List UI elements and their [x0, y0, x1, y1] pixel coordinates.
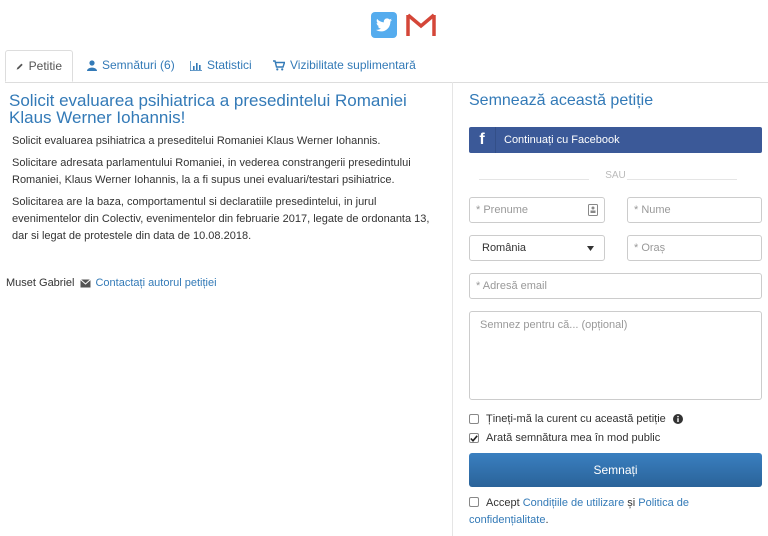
facebook-icon: f [469, 127, 496, 153]
keep-updated-row [469, 413, 683, 425]
info-icon[interactable] [673, 414, 683, 424]
contact-author-label: Contactați autorul petiției [95, 277, 217, 289]
facebook-label: Continuați cu Facebook [504, 134, 620, 146]
pencil-icon [16, 61, 24, 72]
terms-and: și [627, 497, 636, 509]
chevron-down-icon [587, 246, 594, 251]
column-divider [452, 82, 453, 536]
tab-label: Petitie [28, 58, 62, 73]
share-bar [0, 12, 768, 40]
contact-author-link[interactable] [80, 277, 216, 289]
country-value: România [482, 242, 527, 254]
tab-vizibilitate[interactable] [273, 50, 416, 81]
tab-label: Statistici [207, 58, 252, 72]
city-field[interactable] [627, 235, 762, 261]
contact-card-icon [588, 204, 598, 216]
petition-tabs [5, 50, 768, 83]
tab-semnaturi[interactable] [87, 50, 175, 81]
last-name-field[interactable] [627, 197, 762, 223]
country-select[interactable] [469, 235, 605, 261]
sign-submit-button[interactable] [469, 453, 762, 487]
gmail-icon[interactable] [406, 12, 436, 38]
tab-statistici[interactable] [190, 50, 252, 81]
cart-icon [273, 60, 285, 71]
public-signature-checkbox[interactable] [469, 433, 479, 443]
tab-label: Vizibilitate suplimentară [290, 58, 416, 72]
privacy-link[interactable]: Politica de confidențialitate [469, 497, 690, 526]
terms-suffix: . [545, 514, 549, 526]
envelope-icon [80, 279, 91, 288]
author-name: Muset Gabriel [6, 277, 75, 289]
email-placeholder: * Adresă email [476, 280, 547, 292]
keep-updated-label: Țineți-mă la curent cu această petiție [486, 413, 666, 425]
user-icon [87, 60, 97, 71]
terms-checkbox[interactable] [469, 497, 479, 507]
city-placeholder: * Oraș [634, 242, 666, 254]
petition-author-row [6, 277, 217, 289]
petition-paragraph: Solicit evaluarea psihiatrica a preseditelui Romaniei Klaus Werner Iohannis. [12, 135, 381, 147]
terms-link[interactable]: Condițiile de utilizare [522, 497, 625, 509]
or-divider: SAU [469, 170, 762, 186]
keep-updated-checkbox[interactable] [469, 414, 479, 424]
first-name-placeholder: * Prenume [476, 204, 528, 216]
twitter-icon[interactable] [371, 12, 397, 38]
petition-title: Solicit evaluarea psihiatrica a presedintelui Romaniei Klaus Werner Iohannis! [9, 91, 407, 127]
tab-petitie[interactable] [5, 50, 73, 82]
petition-paragraph: Solicitare adresata parlamentului Romaniei, in vederea constrangerii presedintului Romaniei, Klaus Werner Iohannis, la a fi supus unei evaluari/testari psihiatrice. [12, 157, 411, 186]
email-field[interactable] [469, 273, 762, 299]
petition-paragraph: Solicitarea are la baza, comportamentul si declaratiile presedintelui, in jurul evenimentelor din Colectiv, evenimentelor din februarie 2017, legate de ordonanta 13, dar si legat de protestele din data de 10.08.2018. [12, 196, 430, 242]
public-signature-label: Arată semnătura mea în mod public [486, 432, 661, 444]
checkmark-icon [470, 435, 478, 442]
terms-prefix: Accept [486, 497, 520, 509]
terms-row [469, 495, 762, 529]
bar-chart-icon [190, 61, 202, 71]
first-name-field[interactable] [469, 197, 605, 223]
comment-placeholder: Semnez pentru că... (opțional) [480, 319, 628, 331]
facebook-login-button[interactable] [469, 127, 762, 153]
last-name-placeholder: * Nume [634, 204, 671, 216]
tab-label: Semnături (6) [102, 58, 175, 72]
sign-title: Semnează această petiție [469, 92, 654, 109]
submit-label: Semnați [593, 463, 638, 477]
comment-textarea[interactable] [469, 311, 762, 400]
public-signature-row [469, 432, 660, 444]
